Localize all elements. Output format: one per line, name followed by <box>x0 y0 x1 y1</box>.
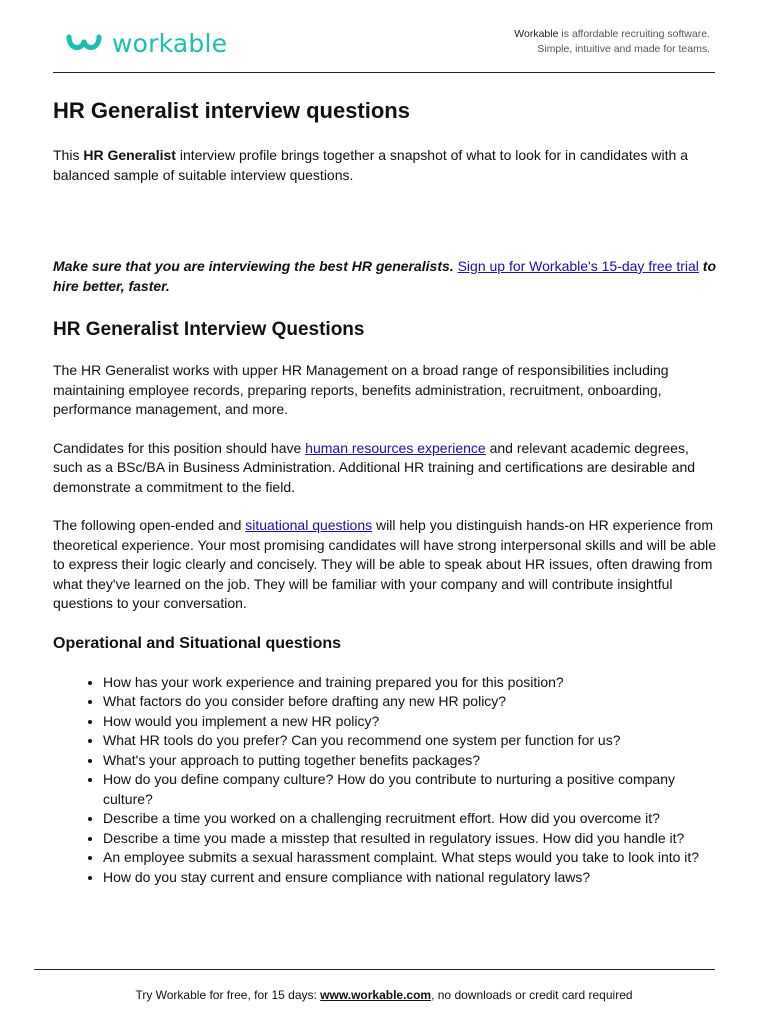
list-item: • Describe a time you worked on a challenging recruitment effort. How did you overcome it? <box>103 809 717 829</box>
document-body <box>53 96 717 887</box>
workable-website-link[interactable]: www.workable.com <box>320 988 432 1002</box>
page-footer: Try Workable for free, for 15 days: www.workable.com, no downloads or credit card required <box>135 988 633 1002</box>
intro-paragraph: This HR Generalist interview profile brings together a snapshot of what to look for in candidates with a balanced sample of suitable interview questions. <box>53 147 689 183</box>
tagline <box>514 27 710 57</box>
description-paragraph-1: The HR Generalist works with upper HR Management on a broad range of responsibilities including maintaining employee records, preparing reports, benefits administration, recruitment, onboarding, performance management, and more. <box>53 362 669 417</box>
list-item: • What's your approach to putting together benefits packages? <box>103 751 717 771</box>
description-paragraph-3: The following open-ended and situational questions will help you distinguish hands-on HR experience from theoretical experience. Your most promising candidates will have strong interpersonal skills and will be able to express their logic clearly and concisely. They will be able to speak about HR issues, often drawing from what they've learned on the job. They will be familiar with your company and will contribute insightful questions to your conversation. <box>53 517 717 611</box>
questions-list <box>53 673 717 888</box>
subsection-title: Operational and Situational questions <box>53 634 342 652</box>
situational-questions-link[interactable]: situational questions <box>245 517 373 533</box>
workable-logo[interactable] <box>66 30 227 58</box>
list-item: • How do you define company culture? How do you contribute to nurturing a positive company culture? <box>103 770 717 809</box>
footer-divider <box>34 969 715 970</box>
list-item: • What HR tools do you prefer? Can you recommend one system per function for us? <box>103 731 717 751</box>
page-title: HR Generalist interview questions <box>53 98 410 123</box>
logo-wordmark: workable <box>112 29 228 58</box>
header-divider <box>53 72 715 73</box>
list-item: • How would you implement a new HR policy? <box>103 712 717 732</box>
intro-role: HR Generalist <box>83 147 176 163</box>
free-trial-link[interactable]: Sign up for Workable's 15-day free trial <box>457 258 699 274</box>
section-title: HR Generalist Interview Questions <box>53 319 365 340</box>
cta-paragraph: Make sure that you are interviewing the best HR generalists. Sign up for Workable's 15-day free trial to hire better, faster. <box>53 258 716 294</box>
tagline-line-2: Simple, intuitive and made for teams. <box>537 43 710 55</box>
description-paragraph-2: Candidates for this position should have human resources experience and relevant academic degrees, such as a BSc/BA in Business Administration. Additional HR training and certifications are desirable and demonstrate a commitment to the field. <box>53 439 696 495</box>
list-item: • An employee submits a sexual harassment complaint. What steps would you take to look into it? <box>103 848 717 868</box>
hr-experience-link[interactable]: human resources experience <box>305 439 486 456</box>
page-header <box>0 0 768 74</box>
list-item: • Describe a time you made a misstep that resulted in regulatory issues. How did you handle it? <box>103 829 717 849</box>
list-item: • How do you stay current and ensure compliance with national regulatory laws? <box>103 868 717 888</box>
workable-logo-icon <box>66 32 106 56</box>
list-item: • What factors do you consider before drafting any new HR policy? <box>103 692 717 712</box>
tagline-brand: Workable <box>514 28 559 40</box>
tagline-line-1: Workable is affordable recruiting software. <box>514 28 710 40</box>
list-item: • How has your work experience and training prepared you for this position? <box>103 673 717 693</box>
